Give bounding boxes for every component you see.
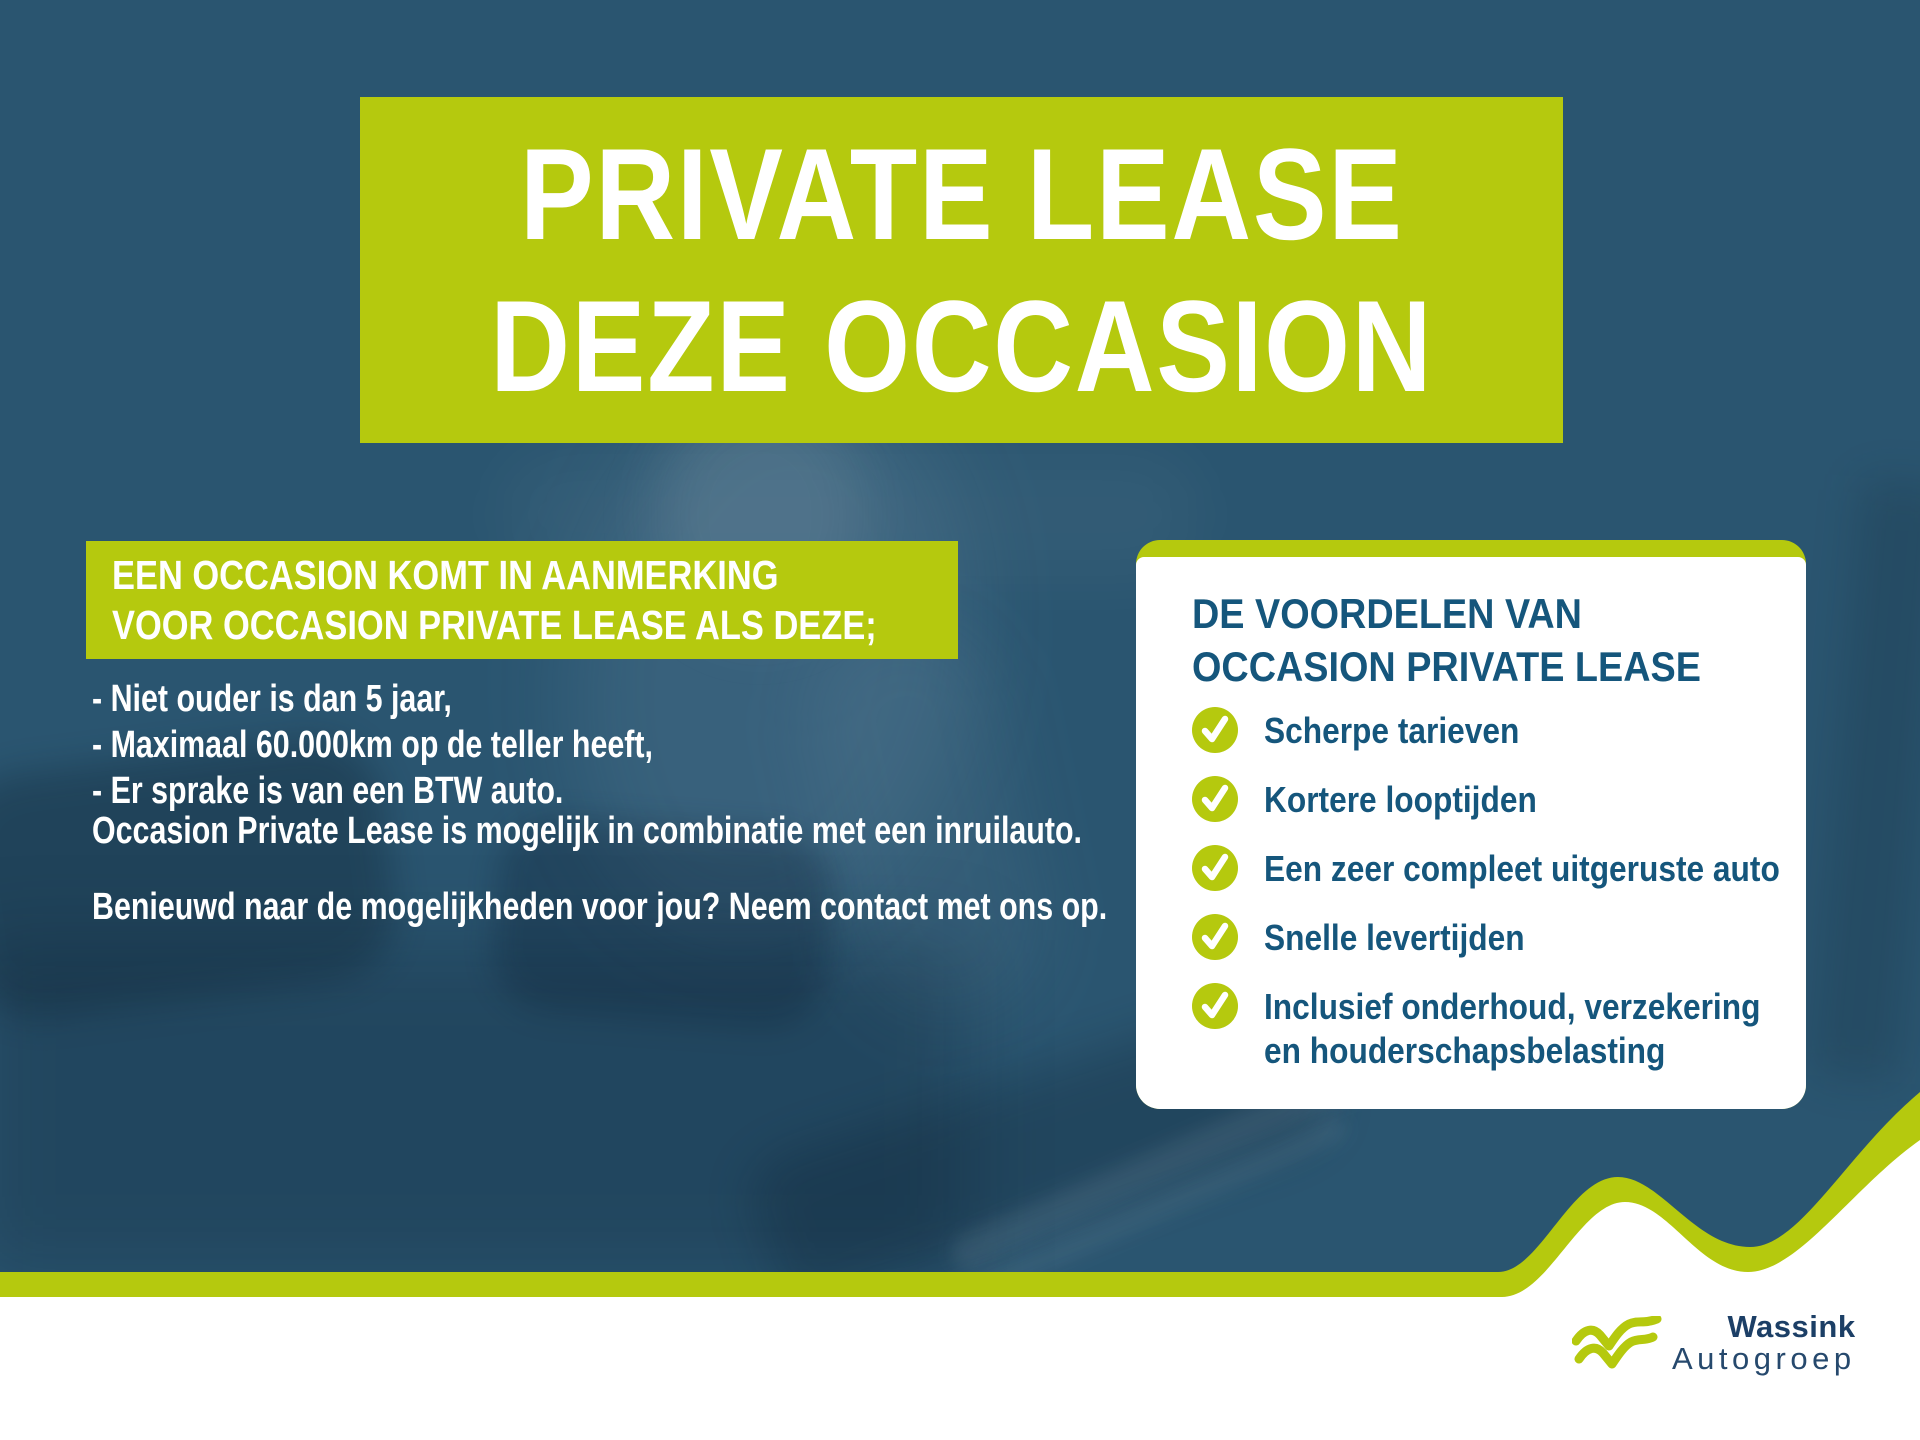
condition-bullet-2: - Maximaal 60.000km op de teller heeft, <box>92 724 653 766</box>
logo-name: Wassink <box>1727 1309 1856 1344</box>
benefits-heading-line-1: DE VOORDELEN VAN <box>1192 590 1582 637</box>
title-banner <box>360 97 1563 443</box>
benefits-heading <box>1192 587 1776 693</box>
check-circle-icon <box>1192 776 1238 822</box>
check-circle-icon <box>1192 845 1238 891</box>
photo-door-shadow <box>1809 477 1920 1083</box>
title-line-1: PRIVATE LEASE <box>519 121 1404 267</box>
qualify-banner <box>86 541 958 659</box>
benefit-text-line: Een zeer compleet uitgeruste auto <box>1264 848 1780 889</box>
benefit-text-line: Snelle levertijden <box>1264 917 1525 958</box>
benefit-text-line: Scherpe tarieven <box>1264 710 1520 751</box>
benefits-card <box>1136 540 1806 1109</box>
qualify-line-2: VOOR OCCASION PRIVATE LEASE ALS DEZE; <box>112 602 877 648</box>
check-circle-icon <box>1192 914 1238 960</box>
benefit-item <box>1192 983 1776 1073</box>
benefit-text <box>1264 707 1519 753</box>
benefit-item <box>1192 914 1776 960</box>
bottom-wave <box>0 1060 1920 1440</box>
wassink-logo <box>1572 1310 1856 1380</box>
conditions-paragraph-2-text: Benieuwd naar de mogelijkheden voor jou? Neem contact met ons op. <box>92 886 1108 928</box>
benefit-text <box>1264 914 1525 960</box>
conditions-list <box>92 676 793 814</box>
condition-bullet-3: - Er sprake is van een BTW auto. <box>92 770 564 812</box>
conditions-paragraph-1-text: Occasion Private Lease is mogelijk in combinatie met een inruilauto. <box>92 810 1083 852</box>
logo-text <box>1672 1310 1856 1375</box>
benefit-item <box>1192 845 1780 891</box>
title-line-2: DEZE OCCASION <box>489 273 1433 419</box>
check-circle-icon <box>1192 983 1238 1029</box>
condition-bullet-1: - Niet ouder is dan 5 jaar, <box>92 678 452 720</box>
benefit-text <box>1264 983 1760 1073</box>
benefit-text-line: en houderschapsbelasting <box>1264 1030 1666 1071</box>
logo-subname: Autogroep <box>1672 1341 1856 1376</box>
benefit-text <box>1264 845 1780 891</box>
benefit-text <box>1264 776 1537 822</box>
qualify-line-1: EEN OCCASION KOMT IN AANMERKING <box>112 552 779 598</box>
check-circle-icon <box>1192 707 1238 753</box>
benefits-card-body <box>1136 557 1806 1109</box>
benefit-text-line: Inclusief onderhoud, verzekering <box>1264 986 1761 1027</box>
benefit-text-line: Kortere looptijden <box>1264 779 1537 820</box>
benefit-item <box>1192 776 1776 822</box>
wassink-squiggle-icon <box>1572 1316 1662 1380</box>
benefit-item <box>1192 707 1776 753</box>
benefits-heading-line-2: OCCASION PRIVATE LEASE <box>1192 643 1701 690</box>
